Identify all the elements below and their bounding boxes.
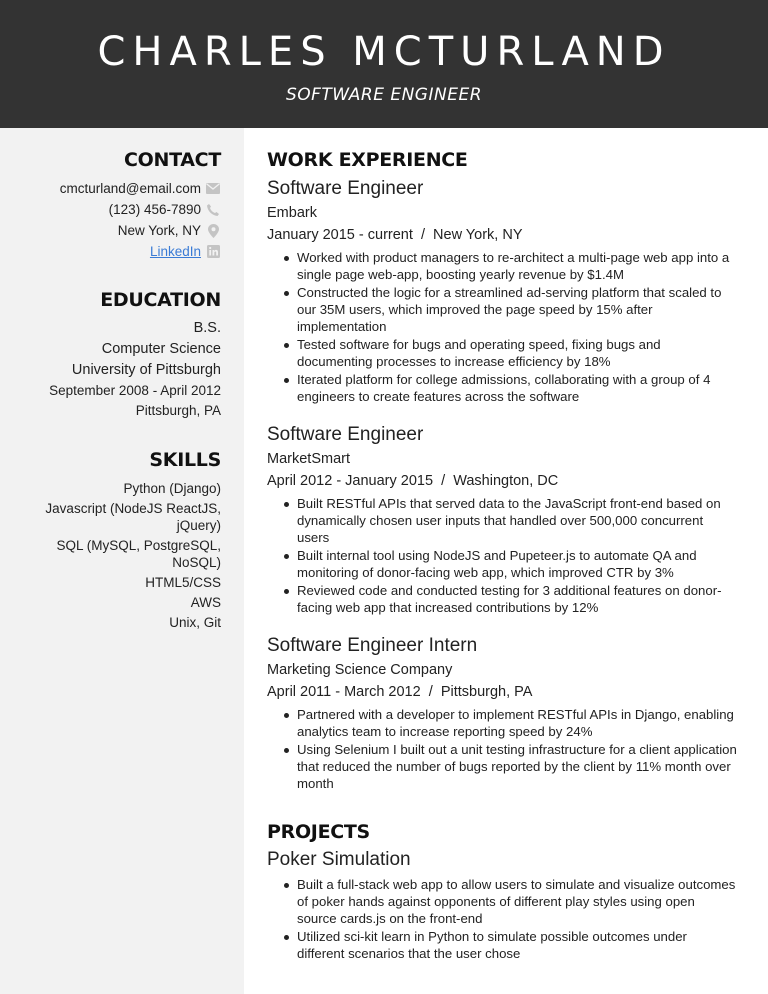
- envelope-icon: [205, 183, 221, 194]
- education-section: [6, 288, 221, 421]
- phone-text: (123) 456-7890: [108, 202, 201, 217]
- skills-heading: SKILLS: [149, 449, 221, 471]
- resume-header: [0, 0, 768, 128]
- contact-section: [6, 148, 221, 262]
- job-dates: April 2012 - January 2015 / Washington, DC: [267, 473, 559, 489]
- job-bullets: [267, 249, 737, 405]
- phone-row: [6, 199, 221, 220]
- skill-item: HTML5/CSS: [145, 575, 221, 590]
- job-title: Software Engineer Intern: [267, 635, 478, 656]
- bullet-item: Constructed the logic for a streamlined ad-serving platform that scaled to our 35M users, which improved the page speed by 15% after implementation: [267, 284, 737, 335]
- candidate-name: CHARLES MCTURLAND: [97, 29, 671, 75]
- job-entry: [267, 634, 737, 793]
- job-entry: [267, 423, 737, 617]
- education-dates: September 2008 - April 2012: [49, 383, 221, 398]
- skill-item: Python (Django): [123, 481, 221, 496]
- bullet-item: Built internal tool using NodeJS and Pupeteer.js to automate QA and monitoring of donor-facing web app, which improved CTR by 3%: [267, 547, 737, 581]
- education-degree: B.S.: [193, 320, 221, 336]
- sidebar: [0, 128, 244, 994]
- job-company: Embark: [267, 205, 317, 221]
- location-text: New York, NY: [117, 223, 201, 238]
- map-pin-icon: [205, 224, 221, 238]
- project-bullets: [267, 876, 737, 962]
- project-title: Poker Simulation: [267, 849, 411, 870]
- job-entry: [267, 177, 737, 406]
- bullet-item: Reviewed code and conducted testing for 3 additional features on donor-facing web app that increased contributions by 12%: [267, 582, 737, 616]
- skill-item: SQL (MySQL, PostgreSQL, NoSQL): [56, 538, 221, 570]
- project-entry: [267, 848, 737, 963]
- linkedin-icon[interactable]: [205, 245, 221, 258]
- education-school: University of Pittsburgh: [71, 362, 221, 378]
- job-title: Software Engineer: [267, 178, 424, 199]
- linkedin-row[interactable]: [6, 241, 221, 262]
- candidate-role: SOFTWARE ENGINEER: [285, 85, 483, 105]
- projects-heading: PROJECTS: [267, 821, 370, 843]
- education-location: Pittsburgh, PA: [135, 403, 221, 418]
- bullet-item: Iterated platform for college admissions, collaborating with a group of 4 engineers to create features across the software: [267, 371, 737, 405]
- bullet-item: Utilized sci-kit learn in Python to simulate possible outcomes under different scenarios that the user chose: [267, 928, 737, 962]
- job-bullets: [267, 706, 737, 792]
- job-company: Marketing Science Company: [267, 662, 453, 678]
- job-bullets: [267, 495, 737, 616]
- email-text: cmcturland@email.com: [59, 181, 201, 196]
- bullet-item: Partnered with a developer to implement RESTful APIs in Django, enabling analytics team to increase reporting speed by 24%: [267, 706, 737, 740]
- email-row: [6, 178, 221, 199]
- location-row: [6, 220, 221, 241]
- education-major: Computer Science: [101, 341, 221, 357]
- work-experience-heading: WORK EXPERIENCE: [267, 149, 468, 171]
- contact-heading: CONTACT: [124, 149, 221, 171]
- job-dates: April 2011 - March 2012 / Pittsburgh, PA: [267, 684, 533, 700]
- bullet-item: Using Selenium I built out a unit testing infrastructure for a client application that reduced the number of bugs reported by the client by 11% month over month: [267, 741, 737, 792]
- skills-section: [6, 448, 221, 634]
- job-company: MarketSmart: [267, 451, 350, 467]
- bullet-item: Tested software for bugs and operating speed, fixing bugs and documenting processes to increase efficiency by 18%: [267, 336, 737, 370]
- bullet-item: Built a full-stack web app to allow users to simulate and visualize outcomes of poker hands against opponents of different play styles using open source cards.js on the front-end: [267, 876, 737, 927]
- skill-item: Unix, Git: [169, 615, 221, 630]
- bullet-item: Worked with product managers to re-architect a multi-page web app into a single page web-app, boosting yearly revenue by $1.4M: [267, 249, 737, 283]
- skill-item: Javascript (NodeJS ReactJS, jQuery): [45, 501, 221, 533]
- education-heading: EDUCATION: [100, 289, 221, 311]
- job-dates: January 2015 - current / New York, NY: [267, 227, 523, 243]
- bullet-item: Built RESTful APIs that served data to the JavaScript front-end based on dynamically chosen user inputs that handled over 500,000 concurrent users: [267, 495, 737, 546]
- phone-icon: [205, 203, 221, 217]
- linkedin-link[interactable]: LinkedIn: [149, 244, 201, 259]
- skill-item: AWS: [190, 595, 221, 610]
- job-title: Software Engineer: [267, 424, 424, 445]
